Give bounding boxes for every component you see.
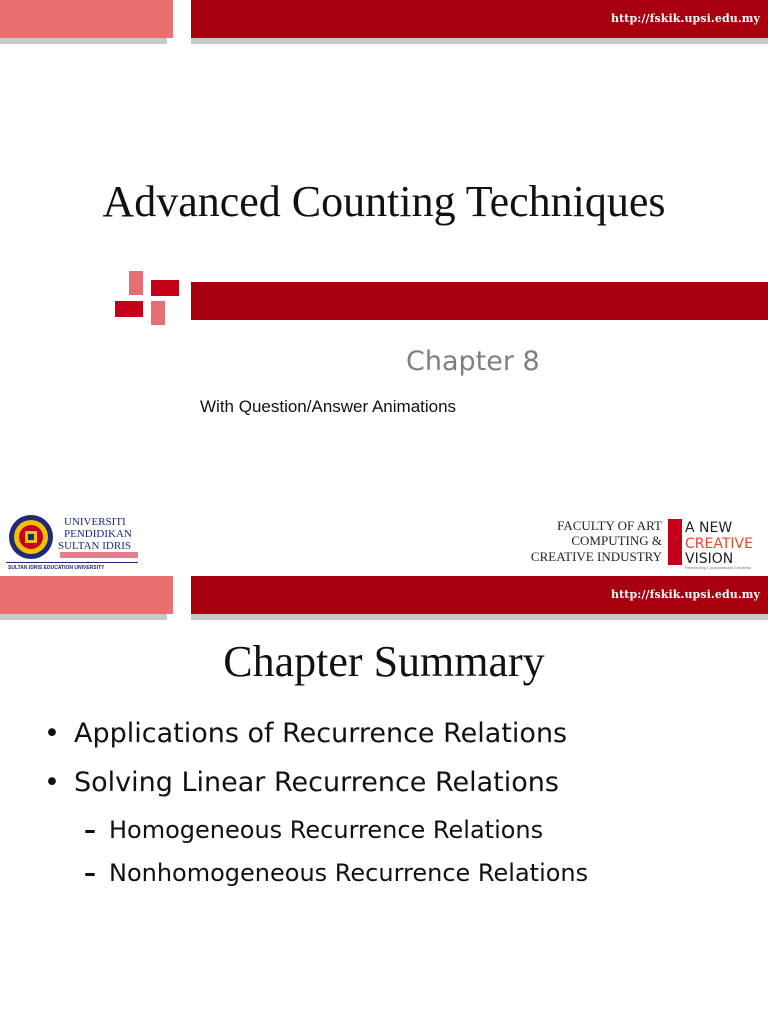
- logo-right-brand1: A NEW: [685, 520, 733, 536]
- header-url: http://fskik.upsi.edu.my: [611, 588, 760, 601]
- deco-square-red-left: [115, 301, 143, 317]
- bullet-text: Applications of Recurrence Relations: [74, 718, 568, 749]
- bullet-marker: •: [44, 767, 60, 798]
- header-red-shadow: [191, 614, 768, 620]
- logo-right-tagline: Reinventing Computational Creativity: [685, 565, 751, 570]
- university-logo: [6, 512, 140, 572]
- deco-square-light-bottom: [151, 301, 165, 325]
- logo-right-line3: CREATIVE INDUSTRY: [530, 549, 662, 564]
- bullet-text: Solving Linear Recurrence Relations: [74, 767, 559, 798]
- sub-bullet-marker: –: [84, 816, 96, 844]
- faculty-logo-graphic: [524, 512, 764, 572]
- deco-square-light-top: [129, 271, 143, 295]
- logo-right-brand3: VISION: [685, 551, 734, 567]
- sub-bullet-item: [84, 816, 543, 844]
- header-pink-bar: [0, 0, 173, 38]
- logo-right-brand2: CREATIVE: [685, 536, 753, 552]
- slide-subtitle: With Question/Answer Animations: [200, 397, 457, 416]
- logo-right-line1: FACULTY OF ART: [557, 518, 662, 533]
- header-red-shadow: [191, 38, 768, 44]
- header-red-bar: [191, 576, 768, 614]
- slide-title: Advanced Counting Techniques: [102, 177, 666, 226]
- chapter-label: Chapter 8: [406, 346, 540, 377]
- faculty-logo: [524, 512, 764, 572]
- header-pink-shadow: [0, 38, 167, 44]
- logo-left-line3: SULTAN IDRIS: [58, 540, 131, 552]
- sub-bullet-marker: –: [84, 859, 96, 887]
- logo-left-line1: UNIVERSITI: [64, 516, 126, 528]
- bullet-item: [44, 718, 567, 749]
- sub-bullet-item: [84, 859, 588, 887]
- title-divider-bar: [191, 282, 768, 320]
- logo-left-line2: PENDIDIKAN: [64, 528, 132, 540]
- slide-title: Chapter Summary: [223, 637, 545, 686]
- bullet-marker: •: [44, 718, 60, 749]
- header-pink-bar: [0, 576, 173, 614]
- header-url: http://fskik.upsi.edu.my: [611, 12, 760, 25]
- sub-bullet-text: Nonhomogeneous Recurrence Relations: [109, 859, 589, 887]
- logo-left-tagline: SULTAN IDRIS EDUCATION UNIVERSITY: [8, 565, 105, 571]
- logo-right-line2: COMPUTING &: [571, 533, 662, 548]
- deco-square-red-right: [151, 280, 179, 296]
- university-crest-icon: [6, 512, 140, 572]
- summary-slide: [0, 576, 768, 1024]
- bullet-item: [44, 767, 559, 798]
- sub-bullet-text: Homogeneous Recurrence Relations: [109, 816, 544, 844]
- header-red-bar: [191, 0, 768, 38]
- header-pink-shadow: [0, 614, 167, 620]
